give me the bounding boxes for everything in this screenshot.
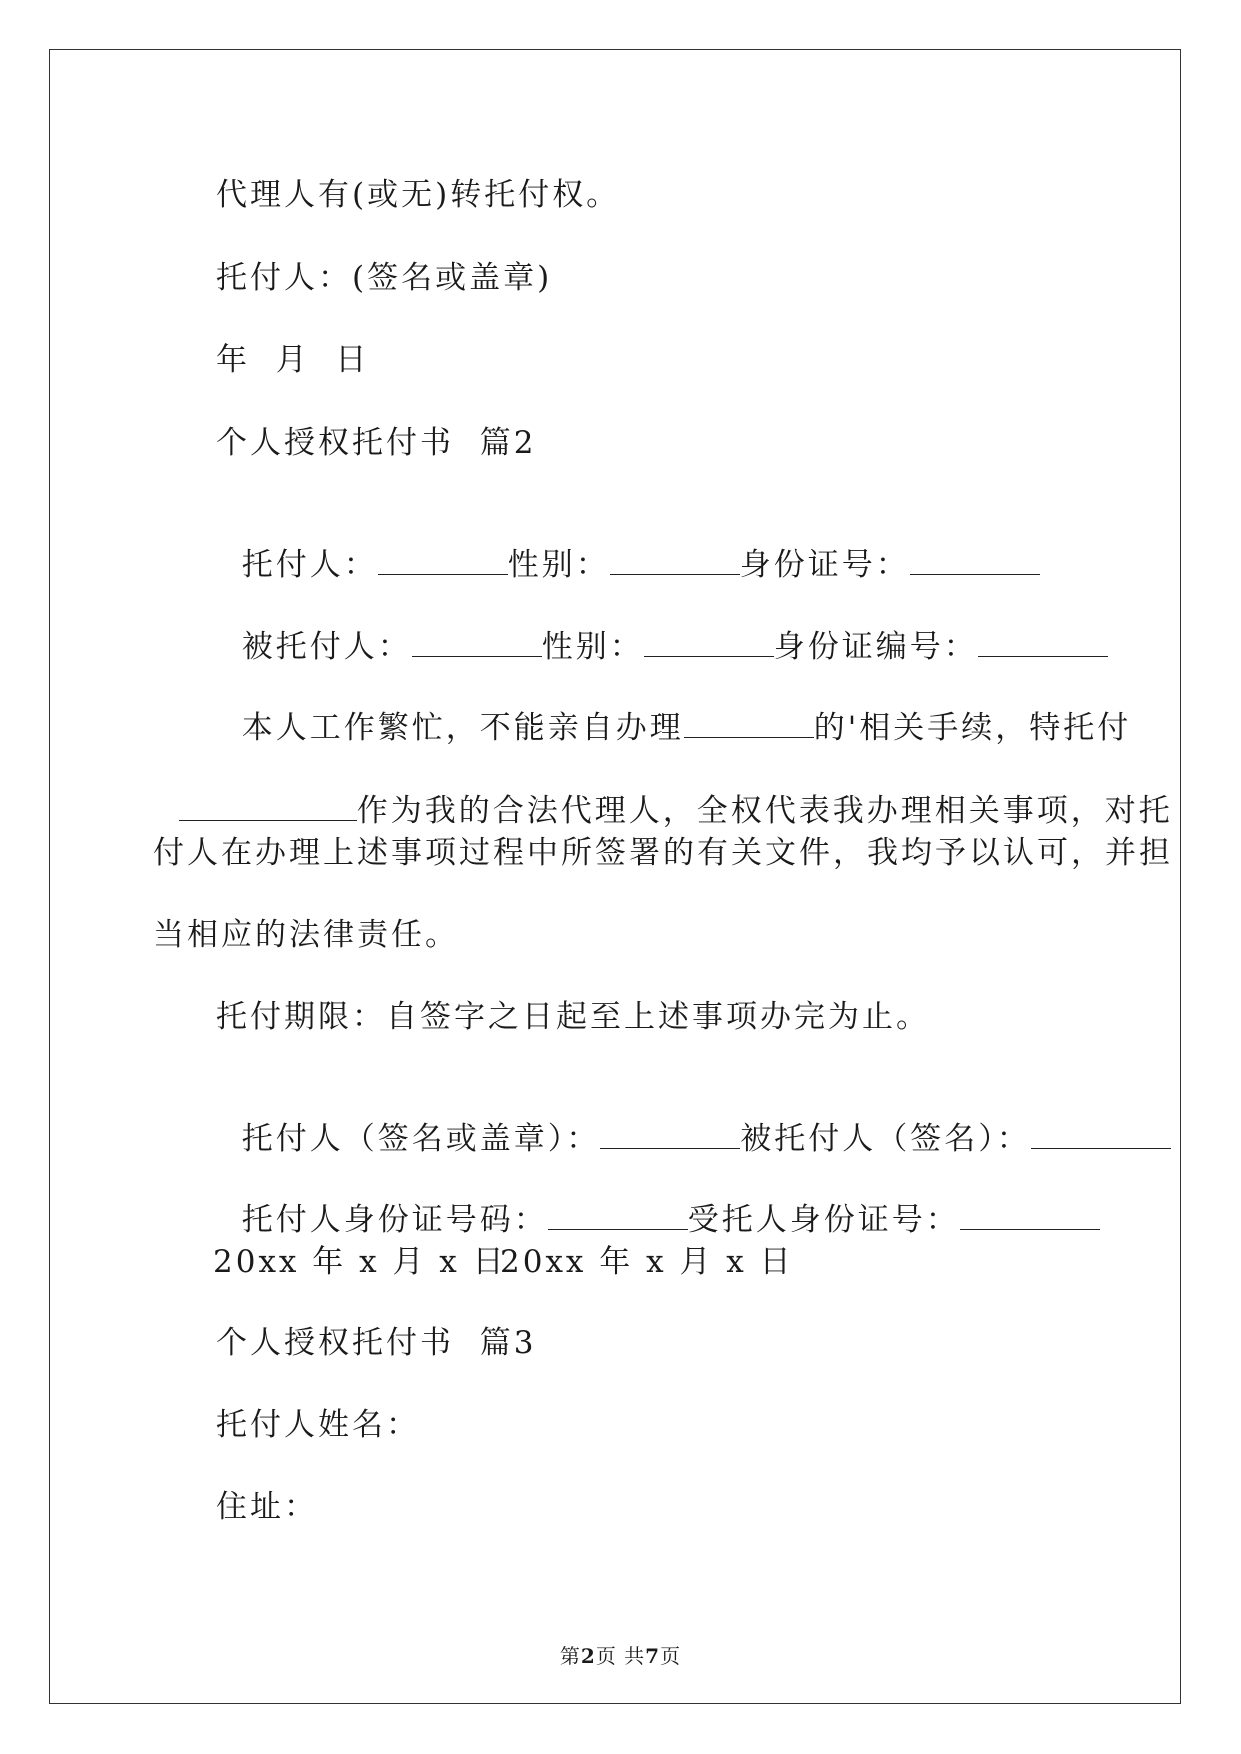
- label: 性别：: [507, 547, 610, 583]
- date-line: 20xx 年 x 月 x 日: [500, 1244, 794, 1280]
- blank-line: [1031, 1120, 1171, 1149]
- text-line: [216, 1160, 1100, 1240]
- paragraph-line: [216, 668, 1131, 748]
- footer-mid: 页 共: [595, 1644, 646, 1668]
- section-heading: 个人授权托付书 篇3: [216, 1325, 537, 1361]
- blank-line: [548, 1201, 688, 1230]
- text-line: 托付人：(签名或盖章): [216, 260, 553, 296]
- footer-suffix: 页: [660, 1644, 682, 1668]
- page-footer: [0, 1640, 1241, 1669]
- text-line: 住址：: [216, 1489, 318, 1525]
- text-line: [216, 1079, 1171, 1159]
- section-heading: 个人授权托付书 篇2: [216, 425, 537, 461]
- label: 身份证号：: [739, 547, 910, 583]
- text-line: [216, 587, 1108, 667]
- label: 被托付人（签名）：: [740, 1121, 1031, 1157]
- blank-line: [910, 546, 1040, 575]
- label: 身份证编号：: [773, 629, 978, 665]
- blank-line: [412, 628, 542, 657]
- current-page-number: 2: [580, 1644, 596, 1668]
- blank-line: [644, 628, 774, 657]
- text-line: 代理人有(或无)转托付权。: [216, 177, 621, 213]
- date-line: 20xx 年 x 月 x 日: [213, 1244, 507, 1280]
- text: 本人工作繁忙，不能亲自办理: [241, 710, 684, 746]
- text-line: [216, 505, 1040, 585]
- paragraph-line: [153, 751, 1173, 831]
- blank-line: [378, 546, 508, 575]
- blank-line: [179, 792, 357, 821]
- total-pages: 7: [645, 1644, 661, 1668]
- text: 的'相关手续，特托付: [813, 710, 1132, 746]
- blank-line: [960, 1201, 1100, 1230]
- label: 被托付人：: [241, 629, 412, 665]
- blank-line: [600, 1120, 740, 1149]
- text-line: 托付期限：自签字之日起至上述事项办完为止。: [216, 999, 930, 1035]
- footer-prefix: 第: [559, 1644, 581, 1668]
- paragraph-line: 付人在办理上述事项过程中所签署的有关文件，我均予以认可，并担: [153, 835, 1173, 871]
- label: 托付人身份证号码：: [241, 1202, 548, 1238]
- text: 作为我的合法代理人，全权代表我办理相关事项，对托: [356, 793, 1173, 829]
- text-line: 托付人姓名：: [216, 1407, 420, 1443]
- label: 性别：: [541, 629, 644, 665]
- label: 托付人：: [241, 547, 378, 583]
- label: 受托人身份证号：: [687, 1202, 960, 1238]
- label: 托付人（签名或盖章）：: [241, 1121, 601, 1157]
- paragraph-line: 当相应的法律责任。: [153, 917, 459, 953]
- text-line: 年 月 日: [216, 342, 370, 378]
- blank-line: [978, 628, 1108, 657]
- blank-line: [610, 546, 740, 575]
- blank-line: [684, 709, 814, 738]
